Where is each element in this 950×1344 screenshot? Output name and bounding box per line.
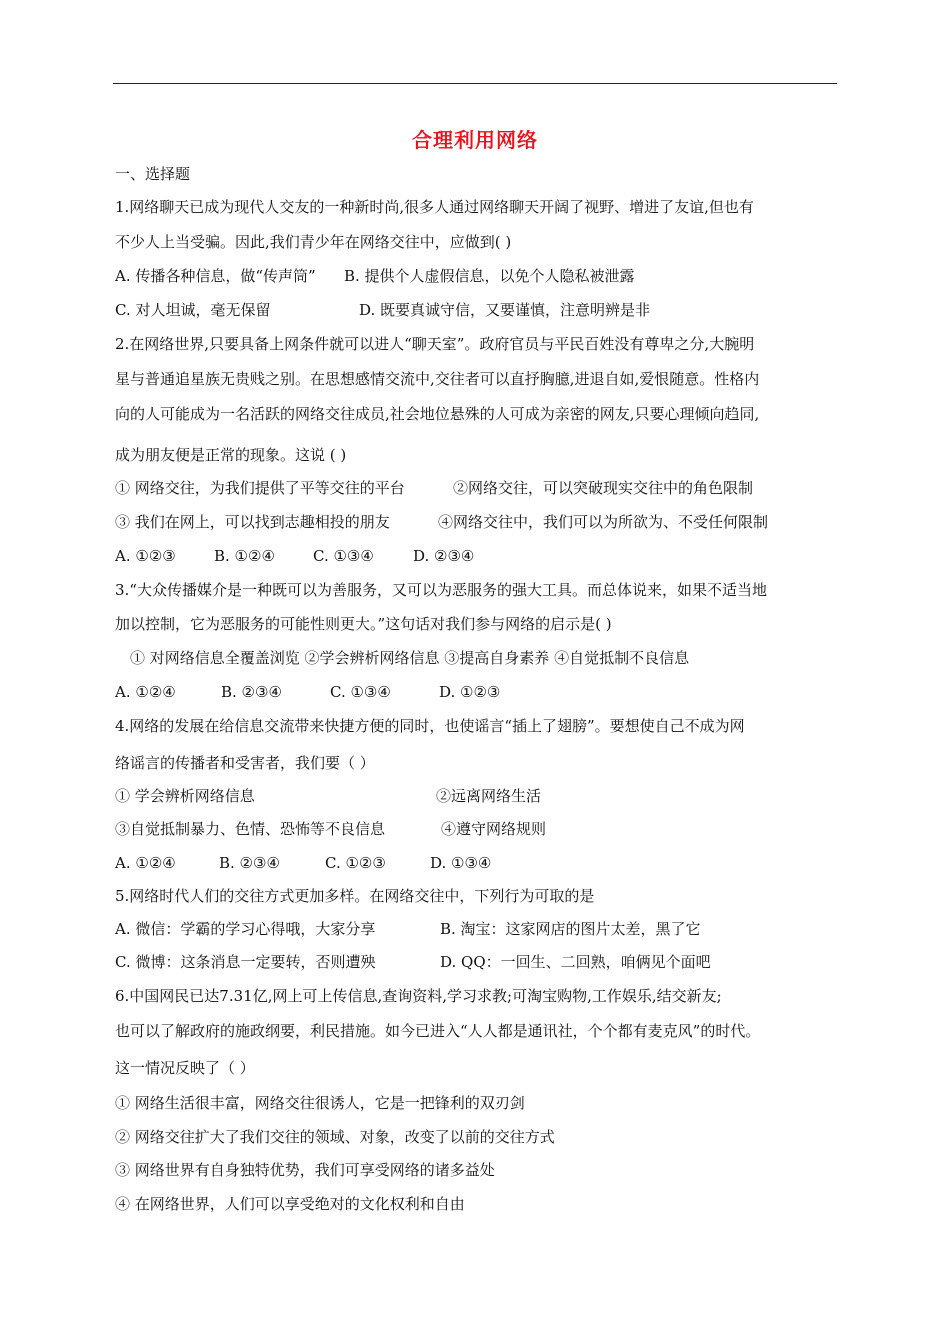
q4-option-b: B. ②③④ (219, 854, 280, 872)
section-heading: 一、选择题 (115, 165, 191, 183)
header-rule (113, 83, 837, 84)
q5-stem-line1: 5.网络时代人们的交往方式更加多样。在网络交往中，下列行为可取的是 (115, 887, 595, 905)
q4-statement-2: ②远离网络生活 (436, 787, 542, 805)
q1-stem-line2: 不少人上当受骗。因此,我们青少年在网络交往中，应做到( ) (115, 233, 512, 251)
q1-stem-line1: 1.网络聊天已成为现代人交友的一种新时尚,很多人通过网络聊天开阔了视野、增进了友谊,但也有 (115, 198, 754, 216)
q5-option-a: A. 微信：学霸的学习心得哦，大家分享 (115, 920, 376, 938)
q3-stem-line2: 加以控制，它为恶服务的可能性则更大。”这句话对我们参与网络的启示是( ) (115, 615, 612, 633)
q6-statement-4: ④ 在网络世界，人们可以享受绝对的文化权利和自由 (115, 1195, 465, 1213)
q4-statement-3: ③自觉抵制暴力、色情、恐怖等不良信息 (115, 820, 386, 838)
q2-statement-3: ③ 我们在网上，可以找到志趣相投的朋友 (115, 513, 390, 531)
q3-option-b: B. ②③④ (221, 683, 282, 701)
q2-stem-line3: 向的人可能成为一名活跃的网络交往成员,社会地位悬殊的人可成为亲密的网友,只要心理倾向趋同, (115, 405, 760, 423)
q2-stem-line4: 成为朋友便是正常的现象。这说 ( ) (115, 446, 347, 464)
q4-option-d: D. ①③④ (430, 854, 492, 872)
q3-statements: ① 对网络信息全覆盖浏览 ②学会辨析网络信息 ③提高自身素养 ④自觉抵制不良信息 (130, 649, 690, 667)
q1-option-d: D. 既要真诚守信，又要谨慎，注意明辨是非 (359, 301, 651, 319)
q6-statement-2: ② 网络交往扩大了我们交往的领域、对象，改变了以前的交往方式 (115, 1128, 555, 1146)
q6-statement-1: ① 网络生活很丰富，网络交往很诱人，它是一把锋利的双刃剑 (115, 1094, 525, 1112)
q4-stem-line1: 4.网络的发展在给信息交流带来快捷方便的同时，也使谣言“插上了翅膀”。要想使自己不成为网 (115, 717, 745, 735)
q3-option-a: A. ①②④ (115, 683, 176, 701)
q6-statement-3: ③ 网络世界有自身独特优势，我们可享受网络的诸多益处 (115, 1161, 495, 1179)
q4-option-c: C. ①②③ (325, 854, 386, 872)
q2-statement-2: ②网络交往，可以突破现实交往中的角色限制 (453, 479, 754, 497)
q1-option-c: C. 对人坦诚，毫无保留 (115, 301, 271, 319)
q2-stem-line2: 星与普通追星族无贵贱之别。在思想感情交流中,交往者可以直抒胸臆,进退自如,爱恨随意。性格内 (115, 370, 760, 388)
q3-option-c: C. ①③④ (330, 683, 391, 701)
q2-option-d: D. ②③④ (413, 547, 475, 565)
q3-stem-line1: 3.“大众传播媒介是一种既可以为善服务，又可以为恶服务的强大工具。而总体说来，如果不适当地 (115, 581, 767, 599)
q2-stem-line1: 2.在网络世界,只要具备上网条件就可以进人“聊天室”。政府官员与平民百姓没有尊卑之分,大腕明 (115, 335, 755, 353)
q2-statement-4: ④网络交往中，我们可以为所欲为、不受任何限制 (438, 513, 769, 531)
q6-stem-line3: 这一情况反映了（ ） (115, 1059, 255, 1077)
q4-stem-line2: 络谣言的传播者和受害者，我们要（ ） (115, 754, 375, 772)
q2-option-a: A. ①②③ (115, 547, 176, 565)
q3-option-d: D. ①②③ (439, 683, 501, 701)
q2-option-b: B. ①②④ (214, 547, 275, 565)
q5-option-c: C. 微博：这条消息一定要转，否则遭殃 (115, 953, 376, 971)
q4-option-a: A. ①②④ (115, 854, 176, 872)
q6-stem-line1: 6.中国网民已达7.31亿,网上可上传信息,查询资料,学习求教;可淘宝购物,工作娱乐,结交新友; (115, 987, 722, 1005)
q1-option-a: A. 传播各种信息，做“传声筒” (115, 267, 316, 285)
q5-option-b: B. 淘宝：这家网店的图片太差，黑了它 (440, 920, 701, 938)
q1-option-b: B. 提供个人虚假信息，以免个人隐私被泄露 (344, 267, 635, 285)
q2-option-c: C. ①③④ (313, 547, 374, 565)
q6-stem-line2: 也可以了解政府的施政纲要，利民措施。如今已进入“人人都是通讯社，个个都有麦克风”的时代。 (115, 1022, 761, 1040)
page-title: 合理利用网络 (412, 128, 538, 152)
q5-option-d: D. QQ：一回生、二回熟，咱俩见个面吧 (440, 953, 711, 971)
q4-statement-1: ① 学会辨析网络信息 (115, 787, 255, 805)
q2-statement-1: ① 网络交往，为我们提供了平等交往的平台 (115, 479, 405, 497)
q4-statement-4: ④遵守网络规则 (441, 820, 547, 838)
